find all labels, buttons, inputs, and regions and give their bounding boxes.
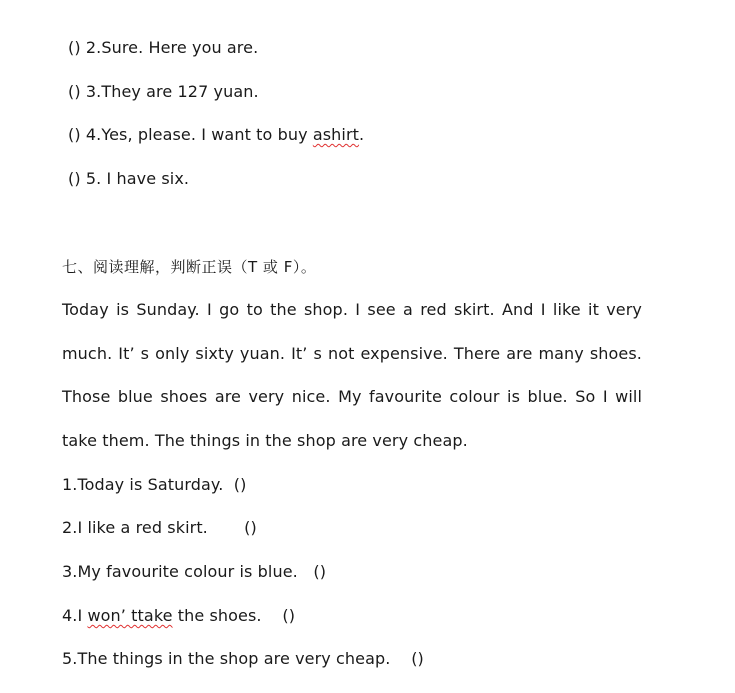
passage-line: Today is Sunday. I go to the shop. I see a red skirt. And I like it very <box>62 300 642 319</box>
passage-line: take them. The things in the shop are very cheap. <box>62 431 468 450</box>
match-text: 4.Yes, please. I want to buy <box>80 125 313 144</box>
answer-parentheses[interactable]: () <box>68 169 81 188</box>
question-text: 4.I <box>62 606 88 625</box>
match-text-end: . <box>359 125 365 144</box>
question-1[interactable]: 1.Today is Saturday. () <box>62 475 247 494</box>
question-4[interactable] <box>62 606 295 626</box>
match-item-5 <box>68 169 189 189</box>
match-item-3 <box>68 82 259 102</box>
match-text: 5. I have six. <box>80 169 190 188</box>
section-title: 七、阅读理解，判断正误（T 或 F）。 <box>62 258 317 276</box>
spellcheck-flagged-word[interactable]: won’ ttake <box>87 606 173 625</box>
passage-line: Those blue shoes are very nice. My favourite colour is blue. So I will <box>62 387 642 406</box>
passage-line: much. It’ s only sixty yuan. It’ s not expensive. There are many shoes. <box>62 344 642 363</box>
match-text: 3.They are 127 yuan. <box>80 82 259 101</box>
question-3[interactable]: 3.My favourite colour is blue. () <box>62 562 327 581</box>
answer-parentheses[interactable]: () <box>68 82 81 101</box>
match-item-4 <box>68 125 364 145</box>
answer-parentheses[interactable]: () <box>68 125 81 144</box>
match-item-2 <box>68 38 258 58</box>
match-text: 2.Sure. Here you are. <box>80 38 259 57</box>
question-2[interactable]: 2.I like a red skirt. () <box>62 518 257 537</box>
answer-parentheses[interactable]: () <box>68 38 81 57</box>
question-5[interactable]: 5.The things in the shop are very cheap. () <box>62 649 424 668</box>
spellcheck-flagged-word[interactable]: ashirt <box>312 125 360 144</box>
question-text-end: the shoes. () <box>172 606 296 625</box>
